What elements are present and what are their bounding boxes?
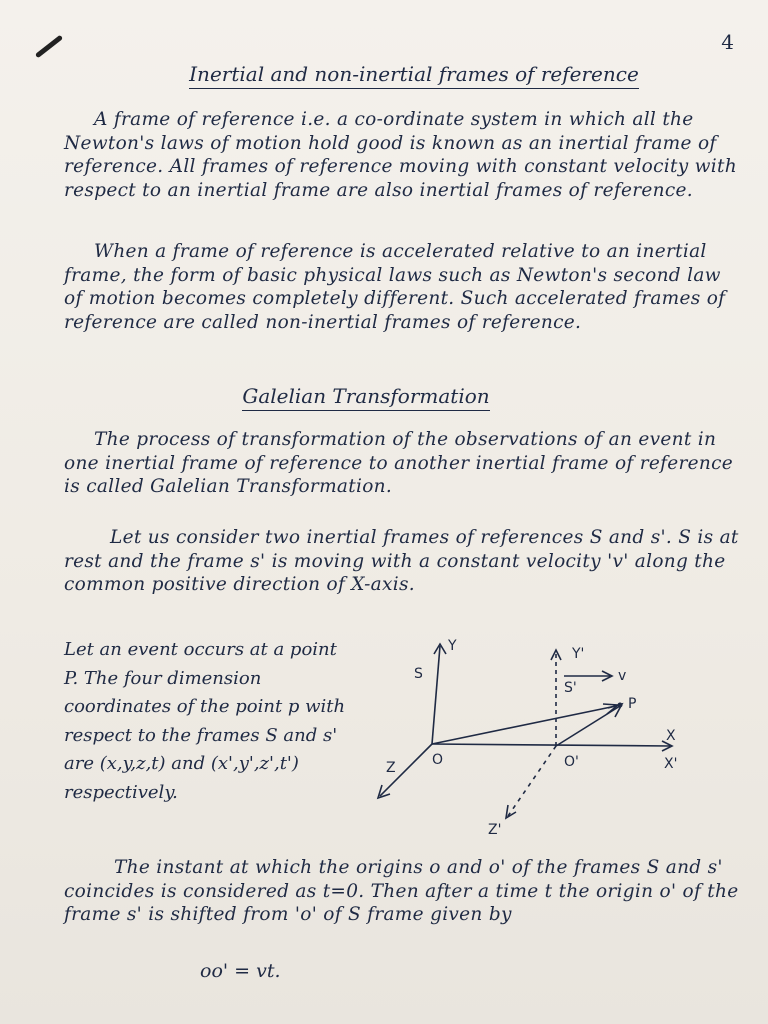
label-y-prime: Y' (572, 646, 585, 662)
paragraph-origins-coincide (64, 856, 740, 927)
paragraph-galilean-definition-text: The process of transformation of the observations of an event in one inertial frame of reference to another inertial frame of reference is called Galelian Transformation. (64, 429, 734, 497)
paragraph-non-inertial-definition (64, 240, 740, 334)
paragraph-origins-coincide-text: The instant at which the origins o and o' of the frames S and s' coincides is considered as t=0. Then after a time t the origin o' of the frame s' is shifted from 'o' of S frame given by (64, 857, 739, 925)
paragraph-two-frames (64, 526, 740, 597)
heading-galilean-transformation (0, 384, 750, 411)
label-p: P (628, 696, 637, 712)
label-x-prime: X' (664, 756, 678, 772)
pen-mark (35, 35, 63, 59)
paragraph-two-frames-text: Let us consider two inertial frames of references S and s'. S is at rest and the frame s' is moving with a constant velocity 'v' along the common positive direction of X-axis. (64, 527, 739, 595)
label-s: S (414, 666, 423, 682)
z-prime-axis (508, 746, 556, 816)
paragraph-event-coordinates: Let an event occurs at a point P. The four dimension coordinates of the point p with respect to the frames S and s' are (x,y,z,t) and (x',y',z',t') respectively. (64, 639, 346, 803)
label-o-prime: O' (564, 754, 579, 770)
point-p (618, 703, 623, 708)
label-z-prime: Z' (488, 822, 502, 838)
label-v: v (618, 668, 627, 684)
paragraph-non-inertial-definition-text: When a frame of reference is accelerated relative to an inertial frame, the form of basic physical laws such as Newton's second law of motion becomes completely different. Such accelerated frames of reference are called non-inertial frames of reference. (64, 241, 726, 333)
y-axis (432, 646, 440, 744)
heading-inertial-frames-text: Inertial and non-inertial frames of reference (189, 62, 639, 89)
x-axis (432, 744, 670, 746)
label-z: Z (386, 760, 396, 776)
paragraph-galilean-definition (64, 428, 740, 499)
page-number: 4 (721, 30, 734, 54)
label-s-prime: S' (564, 680, 577, 696)
paragraph-inertial-definition (64, 108, 740, 202)
paragraph-inertial-definition-text: A frame of reference i.e. a co-ordinate system in which all the Newton's laws of motion hold good is known as an inertial frame of reference. All frames of reference moving with constant velocity with respect to an inertial frame are also inertial frames of reference. (64, 109, 737, 201)
formula-oo-prime: oo' = vt. (200, 960, 281, 982)
heading-galilean-transformation-text: Galelian Transformation (242, 384, 489, 411)
label-x: X (666, 728, 676, 744)
label-y: Y (448, 638, 457, 654)
frames-diagram (360, 632, 700, 842)
label-o: O (432, 752, 444, 768)
heading-inertial-frames (30, 62, 768, 89)
